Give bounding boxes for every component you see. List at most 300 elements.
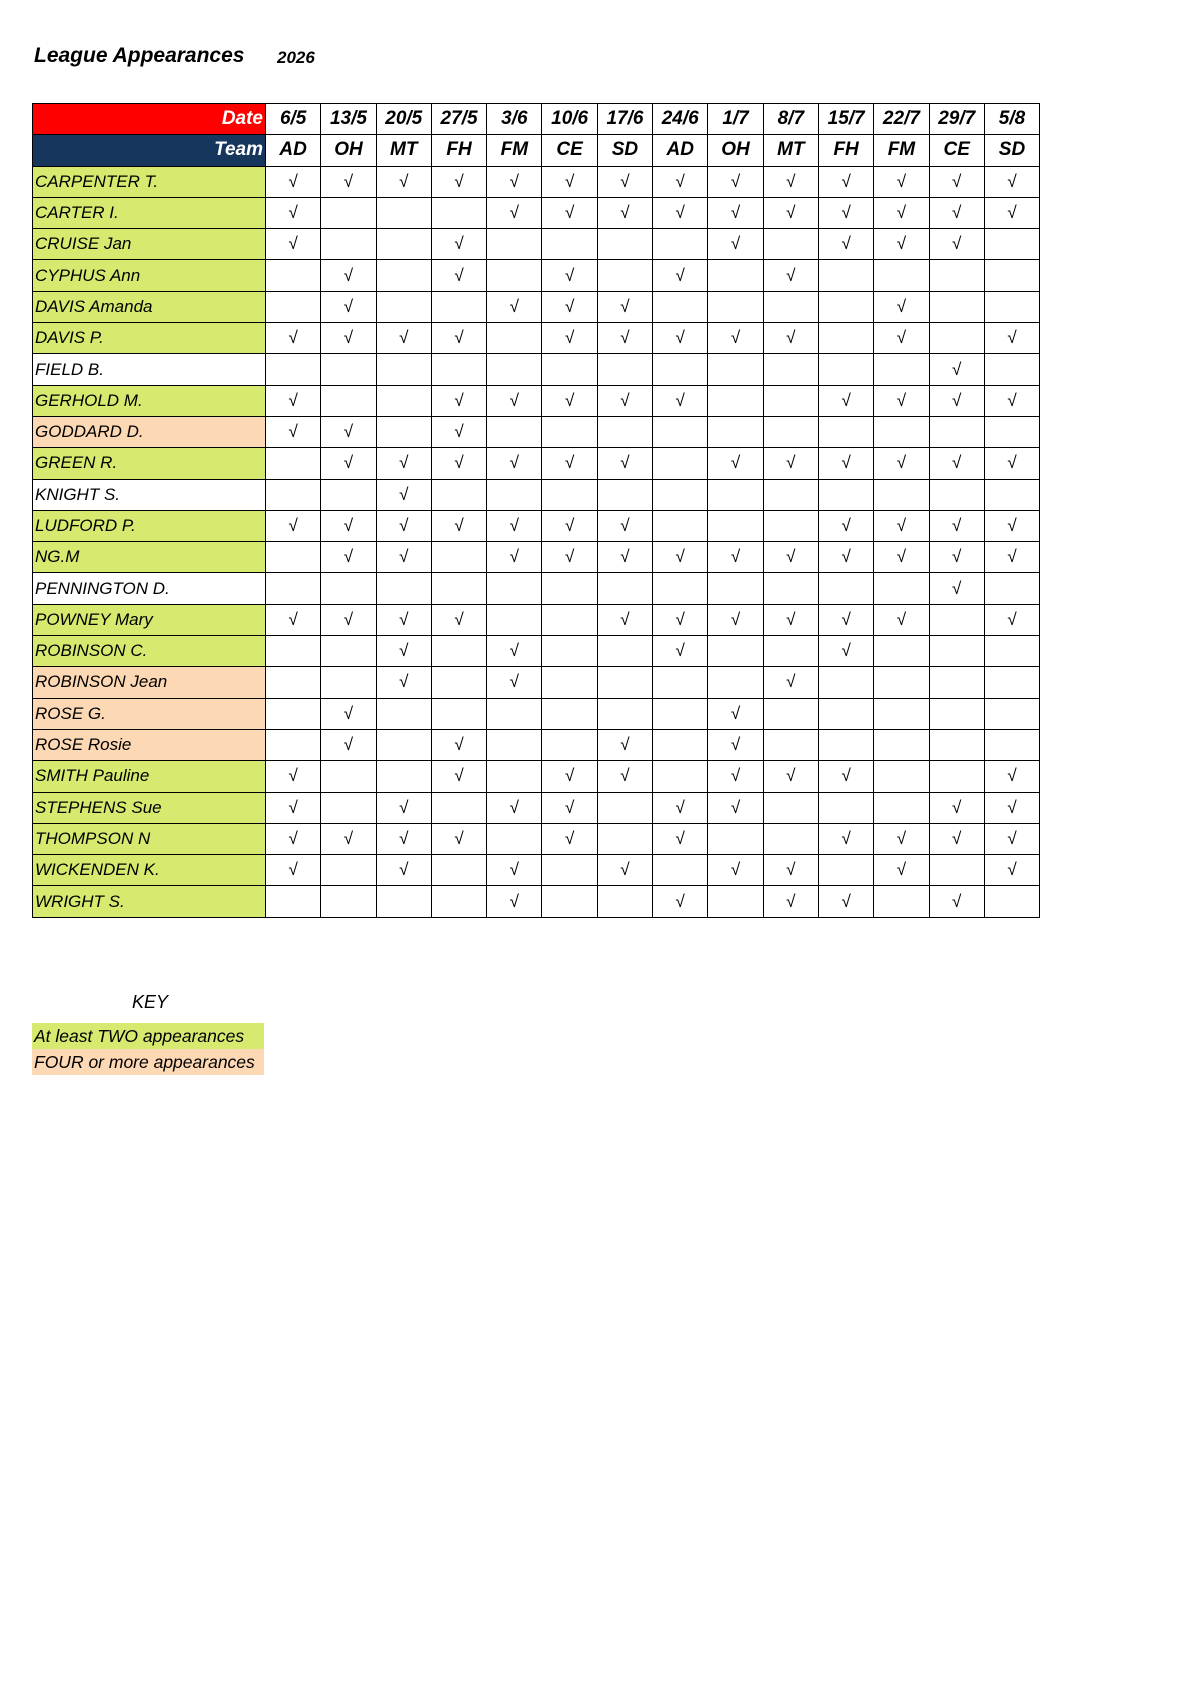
appearance-empty <box>597 416 652 447</box>
appearance-empty <box>653 761 708 792</box>
appearance-empty <box>321 886 376 917</box>
appearance-empty <box>376 761 431 792</box>
appearance-empty <box>984 416 1039 447</box>
appearance-tick: √ <box>874 823 929 854</box>
appearance-empty <box>321 792 376 823</box>
appearance-tick: √ <box>321 510 376 541</box>
appearance-tick: √ <box>321 448 376 479</box>
appearance-empty <box>321 197 376 228</box>
appearance-empty <box>874 667 929 698</box>
appearance-empty <box>266 354 321 385</box>
appearance-tick: √ <box>376 604 431 635</box>
appearance-tick: √ <box>818 229 873 260</box>
appearance-tick: √ <box>653 636 708 667</box>
player-name: ROBINSON Jean <box>33 667 266 698</box>
appearance-empty <box>431 542 486 573</box>
appearance-tick: √ <box>763 323 818 354</box>
appearance-empty <box>376 291 431 322</box>
appearance-empty <box>487 761 542 792</box>
team-header-cell: FM <box>487 135 542 166</box>
player-name: KNIGHT S. <box>33 479 266 510</box>
appearance-empty <box>431 354 486 385</box>
appearance-empty <box>874 479 929 510</box>
appearance-tick: √ <box>708 166 763 197</box>
appearance-tick: √ <box>708 855 763 886</box>
appearance-empty <box>708 886 763 917</box>
appearance-tick: √ <box>708 792 763 823</box>
appearance-tick: √ <box>653 823 708 854</box>
appearance-empty <box>542 698 597 729</box>
appearance-tick: √ <box>376 323 431 354</box>
appearance-tick: √ <box>487 166 542 197</box>
appearance-empty <box>431 479 486 510</box>
appearance-empty <box>653 448 708 479</box>
table-row <box>33 792 1040 823</box>
appearance-tick: √ <box>321 729 376 760</box>
appearance-empty <box>763 354 818 385</box>
appearance-empty <box>487 604 542 635</box>
key-title: KEY <box>132 992 169 1012</box>
appearance-empty <box>708 823 763 854</box>
player-name: THOMPSON N <box>33 823 266 854</box>
appearance-tick: √ <box>542 385 597 416</box>
appearance-tick: √ <box>542 166 597 197</box>
appearance-empty <box>266 479 321 510</box>
appearance-tick: √ <box>597 542 652 573</box>
player-name: CARTER I. <box>33 197 266 228</box>
appearance-empty <box>708 510 763 541</box>
appearance-tick: √ <box>874 166 929 197</box>
appearance-tick: √ <box>708 542 763 573</box>
appearance-tick: √ <box>487 886 542 917</box>
appearance-tick: √ <box>321 542 376 573</box>
team-header-cell: AD <box>653 135 708 166</box>
appearance-empty <box>818 698 873 729</box>
player-name: CYPHUS Ann <box>33 260 266 291</box>
table-row <box>33 354 1040 385</box>
appearance-empty <box>431 855 486 886</box>
team-header-cell: SD <box>597 135 652 166</box>
team-header-cell: CE <box>542 135 597 166</box>
date-header-cell: 1/7 <box>708 104 763 135</box>
appearance-empty <box>874 698 929 729</box>
appearance-tick: √ <box>431 229 486 260</box>
appearance-tick: √ <box>597 197 652 228</box>
appearance-tick: √ <box>874 510 929 541</box>
appearance-empty <box>321 667 376 698</box>
table-row <box>33 448 1040 479</box>
table-row <box>33 604 1040 635</box>
appearance-tick: √ <box>984 855 1039 886</box>
appearance-tick: √ <box>984 323 1039 354</box>
appearance-tick: √ <box>487 291 542 322</box>
appearance-empty <box>818 291 873 322</box>
team-label: Team <box>33 135 266 166</box>
appearance-empty <box>597 792 652 823</box>
appearance-tick: √ <box>597 761 652 792</box>
appearance-tick: √ <box>874 604 929 635</box>
appearance-tick: √ <box>818 604 873 635</box>
appearance-tick: √ <box>266 197 321 228</box>
appearance-empty <box>929 323 984 354</box>
appearance-empty <box>431 636 486 667</box>
player-name: WICKENDEN K. <box>33 855 266 886</box>
player-name: NG.M <box>33 542 266 573</box>
appearance-empty <box>929 698 984 729</box>
date-header-cell: 10/6 <box>542 104 597 135</box>
appearance-tick: √ <box>818 761 873 792</box>
appearance-tick: √ <box>984 604 1039 635</box>
appearance-empty <box>597 886 652 917</box>
team-header-cell: MT <box>376 135 431 166</box>
appearance-tick: √ <box>487 667 542 698</box>
appearance-tick: √ <box>487 385 542 416</box>
appearance-tick: √ <box>763 166 818 197</box>
appearance-tick: √ <box>376 510 431 541</box>
key-item: FOUR or more appearances <box>32 1049 264 1075</box>
appearance-tick: √ <box>818 510 873 541</box>
team-header-cell: OH <box>321 135 376 166</box>
date-header-cell: 22/7 <box>874 104 929 135</box>
appearance-tick: √ <box>321 166 376 197</box>
appearance-tick: √ <box>487 542 542 573</box>
appearance-tick: √ <box>818 542 873 573</box>
appearance-empty <box>984 886 1039 917</box>
date-label: Date <box>33 104 266 135</box>
appearance-empty <box>708 260 763 291</box>
table-row <box>33 698 1040 729</box>
appearance-empty <box>487 823 542 854</box>
appearance-empty <box>321 229 376 260</box>
appearance-empty <box>431 792 486 823</box>
appearance-tick: √ <box>818 886 873 917</box>
appearance-empty <box>376 354 431 385</box>
appearance-tick: √ <box>984 761 1039 792</box>
appearance-tick: √ <box>929 354 984 385</box>
table-row <box>33 197 1040 228</box>
appearance-tick: √ <box>874 323 929 354</box>
date-header-cell: 15/7 <box>818 104 873 135</box>
appearance-tick: √ <box>929 197 984 228</box>
appearance-empty <box>376 698 431 729</box>
appearance-tick: √ <box>929 510 984 541</box>
appearance-empty <box>542 886 597 917</box>
table-row <box>33 886 1040 917</box>
appearance-tick: √ <box>266 323 321 354</box>
date-header-cell: 17/6 <box>597 104 652 135</box>
appearance-empty <box>542 229 597 260</box>
appearance-empty <box>984 479 1039 510</box>
appearance-tick: √ <box>376 855 431 886</box>
appearance-empty <box>542 416 597 447</box>
player-name: SMITH Pauline <box>33 761 266 792</box>
appearance-empty <box>266 886 321 917</box>
appearance-tick: √ <box>708 229 763 260</box>
appearance-tick: √ <box>431 448 486 479</box>
appearance-empty <box>487 479 542 510</box>
appearance-tick: √ <box>431 416 486 447</box>
date-header-cell: 5/8 <box>984 104 1039 135</box>
appearance-empty <box>597 354 652 385</box>
appearance-empty <box>763 636 818 667</box>
appearance-tick: √ <box>266 229 321 260</box>
appearance-empty <box>984 291 1039 322</box>
season-year: 2026 <box>277 48 315 67</box>
appearance-tick: √ <box>874 291 929 322</box>
appearance-empty <box>653 510 708 541</box>
appearance-tick: √ <box>874 448 929 479</box>
appearance-empty <box>929 761 984 792</box>
appearance-tick: √ <box>542 197 597 228</box>
appearance-empty <box>708 573 763 604</box>
appearance-empty <box>653 291 708 322</box>
table-row <box>33 729 1040 760</box>
appearance-tick: √ <box>763 855 818 886</box>
appearance-tick: √ <box>984 510 1039 541</box>
appearance-tick: √ <box>431 729 486 760</box>
appearance-empty <box>874 354 929 385</box>
appearance-tick: √ <box>597 385 652 416</box>
appearance-empty <box>818 260 873 291</box>
table-row <box>33 229 1040 260</box>
date-header-cell: 8/7 <box>763 104 818 135</box>
appearance-empty <box>321 385 376 416</box>
appearance-tick: √ <box>266 510 321 541</box>
appearance-tick: √ <box>542 291 597 322</box>
appearance-empty <box>874 792 929 823</box>
table-row <box>33 667 1040 698</box>
appearance-empty <box>431 573 486 604</box>
team-header-cell: OH <box>708 135 763 166</box>
appearance-tick: √ <box>653 166 708 197</box>
appearance-empty <box>431 698 486 729</box>
appearance-empty <box>487 416 542 447</box>
appearance-empty <box>929 855 984 886</box>
player-name: FIELD B. <box>33 354 266 385</box>
appearance-empty <box>929 260 984 291</box>
appearance-empty <box>708 479 763 510</box>
appearance-tick: √ <box>984 792 1039 823</box>
player-name: GODDARD D. <box>33 416 266 447</box>
appearance-empty <box>818 323 873 354</box>
appearance-empty <box>984 354 1039 385</box>
appearance-tick: √ <box>431 604 486 635</box>
appearance-tick: √ <box>929 823 984 854</box>
appearance-empty <box>763 416 818 447</box>
appearance-tick: √ <box>708 197 763 228</box>
appearance-empty <box>487 729 542 760</box>
appearance-empty <box>376 573 431 604</box>
appearance-empty <box>874 573 929 604</box>
appearance-empty <box>984 698 1039 729</box>
appearance-empty <box>929 416 984 447</box>
appearance-empty <box>597 260 652 291</box>
appearance-tick: √ <box>874 542 929 573</box>
appearance-tick: √ <box>431 166 486 197</box>
appearance-tick: √ <box>431 823 486 854</box>
player-name: ROSE G. <box>33 698 266 729</box>
appearance-empty <box>763 698 818 729</box>
appearance-tick: √ <box>542 510 597 541</box>
appearance-tick: √ <box>431 323 486 354</box>
appearance-tick: √ <box>321 604 376 635</box>
appearance-tick: √ <box>487 636 542 667</box>
appearance-empty <box>818 354 873 385</box>
appearance-tick: √ <box>266 385 321 416</box>
appearance-tick: √ <box>653 542 708 573</box>
appearance-tick: √ <box>321 823 376 854</box>
date-header-cell: 29/7 <box>929 104 984 135</box>
appearance-empty <box>487 260 542 291</box>
appearance-tick: √ <box>431 385 486 416</box>
appearance-tick: √ <box>763 448 818 479</box>
appearance-empty <box>763 385 818 416</box>
appearance-tick: √ <box>542 542 597 573</box>
player-name: ROSE Rosie <box>33 729 266 760</box>
appearance-tick: √ <box>929 886 984 917</box>
appearance-tick: √ <box>597 323 652 354</box>
appearance-tick: √ <box>597 604 652 635</box>
appearance-tick: √ <box>266 604 321 635</box>
appearance-tick: √ <box>597 729 652 760</box>
appearance-empty <box>321 573 376 604</box>
appearance-tick: √ <box>376 479 431 510</box>
appearance-empty <box>597 823 652 854</box>
appearance-empty <box>376 886 431 917</box>
appearance-tick: √ <box>487 855 542 886</box>
appearance-empty <box>708 636 763 667</box>
appearance-tick: √ <box>487 792 542 823</box>
appearance-empty <box>818 729 873 760</box>
table-row <box>33 166 1040 197</box>
appearance-tick: √ <box>266 416 321 447</box>
date-header-cell: 24/6 <box>653 104 708 135</box>
appearance-empty <box>929 729 984 760</box>
player-name: GERHOLD M. <box>33 385 266 416</box>
appearance-tick: √ <box>929 229 984 260</box>
appearance-tick: √ <box>818 823 873 854</box>
appearance-tick: √ <box>653 323 708 354</box>
appearance-empty <box>376 229 431 260</box>
appearance-empty <box>818 667 873 698</box>
appearance-empty <box>597 636 652 667</box>
player-name: DAVIS P. <box>33 323 266 354</box>
appearance-tick: √ <box>431 510 486 541</box>
date-header-cell: 27/5 <box>431 104 486 135</box>
appearance-empty <box>653 354 708 385</box>
team-header-cell: FM <box>874 135 929 166</box>
appearance-empty <box>929 667 984 698</box>
appearance-empty <box>542 667 597 698</box>
appearance-empty <box>653 479 708 510</box>
appearance-empty <box>763 573 818 604</box>
appearance-empty <box>929 636 984 667</box>
appearance-empty <box>487 698 542 729</box>
table-row <box>33 291 1040 322</box>
appearance-empty <box>763 479 818 510</box>
appearance-empty <box>763 229 818 260</box>
date-header-cell: 20/5 <box>376 104 431 135</box>
appearance-tick: √ <box>266 823 321 854</box>
appearance-empty <box>763 729 818 760</box>
appearances-table <box>32 103 1040 918</box>
appearance-tick: √ <box>874 229 929 260</box>
appearance-empty <box>376 416 431 447</box>
appearance-empty <box>653 229 708 260</box>
player-name: GREEN R. <box>33 448 266 479</box>
appearance-empty <box>763 792 818 823</box>
table-row <box>33 416 1040 447</box>
player-name: ROBINSON C. <box>33 636 266 667</box>
appearance-empty <box>818 573 873 604</box>
appearance-empty <box>597 573 652 604</box>
appearance-tick: √ <box>542 260 597 291</box>
player-name: CARPENTER T. <box>33 166 266 197</box>
appearance-tick: √ <box>708 729 763 760</box>
appearance-empty <box>321 855 376 886</box>
date-header-cell: 13/5 <box>321 104 376 135</box>
appearance-tick: √ <box>929 166 984 197</box>
appearance-tick: √ <box>818 448 873 479</box>
date-header-cell: 3/6 <box>487 104 542 135</box>
appearance-tick: √ <box>597 291 652 322</box>
player-name: LUDFORD P. <box>33 510 266 541</box>
table-row <box>33 573 1040 604</box>
appearance-empty <box>266 448 321 479</box>
appearance-tick: √ <box>321 260 376 291</box>
appearance-tick: √ <box>597 166 652 197</box>
appearance-empty <box>321 636 376 667</box>
appearance-empty <box>321 354 376 385</box>
appearance-empty <box>818 479 873 510</box>
appearance-empty <box>929 291 984 322</box>
appearance-empty <box>984 729 1039 760</box>
appearance-tick: √ <box>984 197 1039 228</box>
table-row <box>33 542 1040 573</box>
appearance-tick: √ <box>874 197 929 228</box>
table-row <box>33 761 1040 792</box>
appearance-empty <box>266 636 321 667</box>
appearance-empty <box>487 323 542 354</box>
appearance-empty <box>708 416 763 447</box>
appearance-tick: √ <box>376 448 431 479</box>
player-rows <box>33 166 1040 917</box>
team-header-cell: MT <box>763 135 818 166</box>
appearance-tick: √ <box>763 604 818 635</box>
appearance-tick: √ <box>597 855 652 886</box>
appearance-tick: √ <box>653 886 708 917</box>
player-name: DAVIS Amanda <box>33 291 266 322</box>
appearance-empty <box>431 667 486 698</box>
appearance-tick: √ <box>542 792 597 823</box>
appearance-tick: √ <box>266 792 321 823</box>
appearance-tick: √ <box>266 855 321 886</box>
appearance-empty <box>431 291 486 322</box>
appearance-empty <box>321 761 376 792</box>
table-row <box>33 510 1040 541</box>
appearance-empty <box>984 260 1039 291</box>
appearance-tick: √ <box>376 636 431 667</box>
table-row <box>33 855 1040 886</box>
appearance-empty <box>266 698 321 729</box>
appearance-empty <box>818 792 873 823</box>
date-header-row <box>33 104 1040 135</box>
table-row <box>33 385 1040 416</box>
appearance-empty <box>597 698 652 729</box>
appearance-tick: √ <box>929 448 984 479</box>
appearance-tick: √ <box>763 197 818 228</box>
appearance-empty <box>653 667 708 698</box>
